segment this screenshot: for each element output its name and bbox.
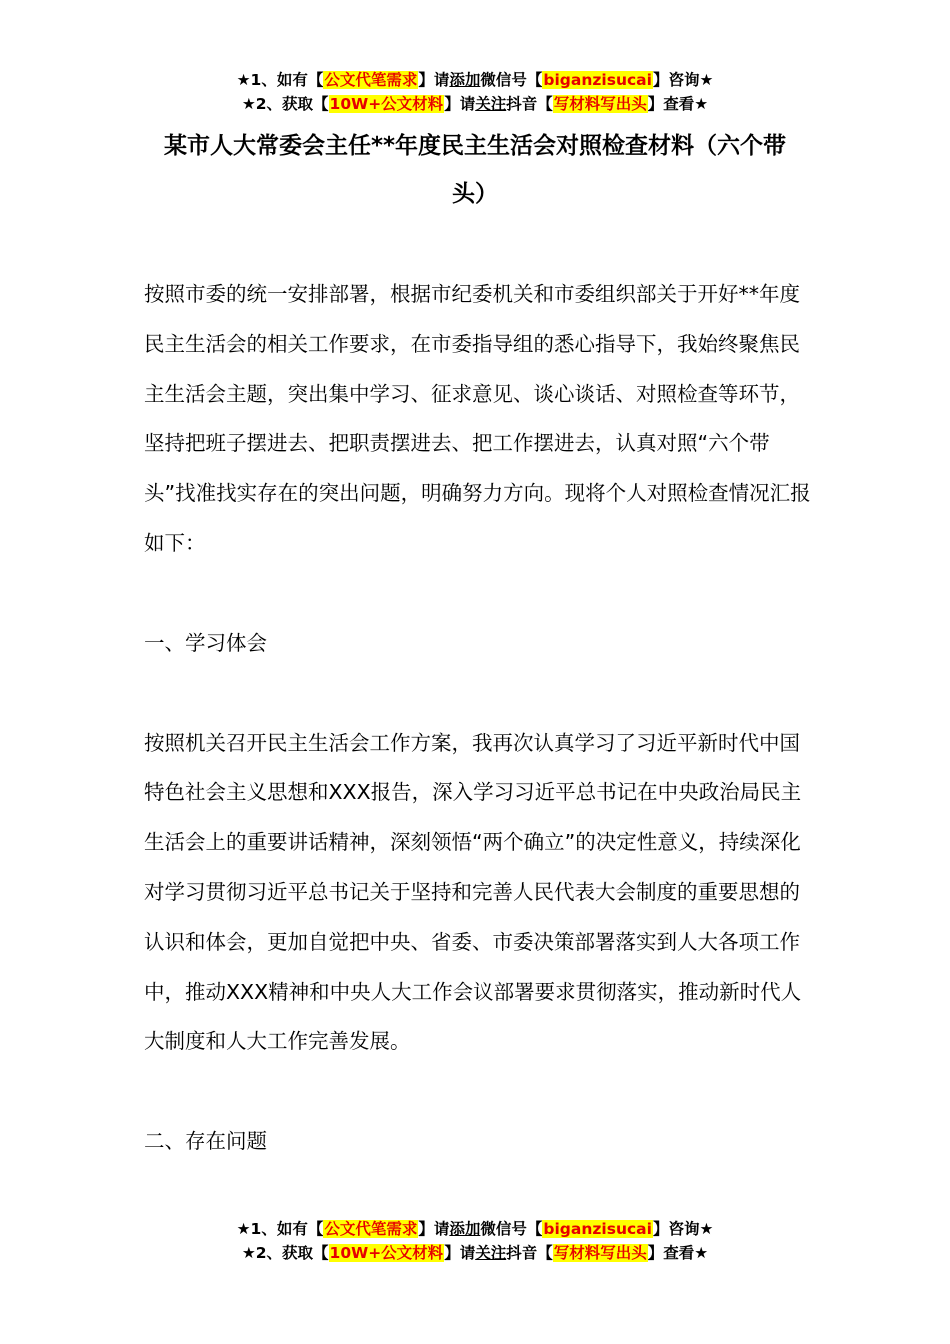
document-title: 某市人大常委会主任**年度民主生活会对照检查材料（六个带头） — [163, 133, 787, 207]
banner-text: ★1、如有【 — [236, 1220, 324, 1238]
banner-text: ★2、获取【 — [241, 1244, 329, 1262]
banner-highlight: 10W+公文材料 — [329, 95, 444, 113]
bottom-banner — [0, 1217, 950, 1265]
top-banner — [0, 68, 950, 116]
banner-text: ★2、获取【 — [241, 95, 329, 113]
banner-text: 】请 — [444, 95, 476, 113]
section-body-study: 按照机关召开民主生活会工作方案，我再次认真学习了习近平新时代中国特色社会主义思想和XXX报告，深入学习习近平总书记在中央政治局民主生活会上的重要讲话精神，深刻领悟“两个确立”的决定性意义，持续深化对学习贯彻习近平总书记关于坚持和完善人民代表大会制度的重要思想的认识和体会，更加自觉把中央、省委、市委决策部署落实到人大各项工作中，推动XXX精神和中央人大工作会议部署要求贯彻落实，推动新时代人大制度和人大工作完善发展。 — [144, 730, 802, 1054]
intro-paragraph: 按照市委的统一安排部署，根据市纪委机关和市委组织部关于开好**年度民主生活会的相关工作要求，在市委指导组的悉心指导下，我始终聚焦民主生活会主题，突出集中学习、征求意见、谈心谈话、对照检查等环节，坚持把班子摆进去、把职责摆进去、把工作摆进去，认真对照“六个带头”找准找实存在的突出问题，明确努力方向。现将个人对照检查情况汇报如下： — [144, 282, 811, 555]
banner-text: 微信号【 — [480, 1220, 543, 1238]
banner-highlight: 公文代笔需求 — [324, 71, 418, 89]
document-body — [144, 270, 816, 1167]
banner-text: 抖音【 — [506, 1244, 553, 1262]
banner-text: 】请 — [444, 1244, 476, 1262]
banner-line-2 — [0, 1241, 950, 1265]
banner-text: 微信号【 — [480, 71, 543, 89]
banner-highlight: biganzisucai — [543, 71, 652, 89]
banner-line-1 — [0, 68, 950, 92]
banner-highlight: 写材料写出头 — [553, 1244, 647, 1262]
banner-text: 】查看★ — [647, 95, 709, 113]
section-heading-study: 一、学习体会 — [144, 630, 267, 655]
banner-text: 】咨询★ — [652, 1220, 714, 1238]
section-heading-problems: 二、存在问题 — [144, 1129, 267, 1154]
banner-text: 】查看★ — [647, 1244, 709, 1262]
banner-highlight: 写材料写出头 — [553, 95, 647, 113]
banner-underline: 关注 — [475, 95, 507, 113]
banner-underline: 关注 — [475, 1244, 507, 1262]
banner-highlight: 10W+公文材料 — [329, 1244, 444, 1262]
banner-line-2 — [0, 92, 950, 116]
banner-text: 】咨询★ — [652, 71, 714, 89]
banner-text: 】请 — [418, 71, 450, 89]
banner-highlight: 公文代笔需求 — [324, 1220, 418, 1238]
banner-line-1 — [0, 1217, 950, 1241]
banner-underline: 添加 — [449, 71, 481, 89]
banner-text: 】请 — [418, 1220, 450, 1238]
banner-text: 抖音【 — [506, 95, 553, 113]
banner-underline: 添加 — [449, 1220, 481, 1238]
banner-highlight: biganzisucai — [543, 1220, 652, 1238]
banner-text: ★1、如有【 — [236, 71, 324, 89]
